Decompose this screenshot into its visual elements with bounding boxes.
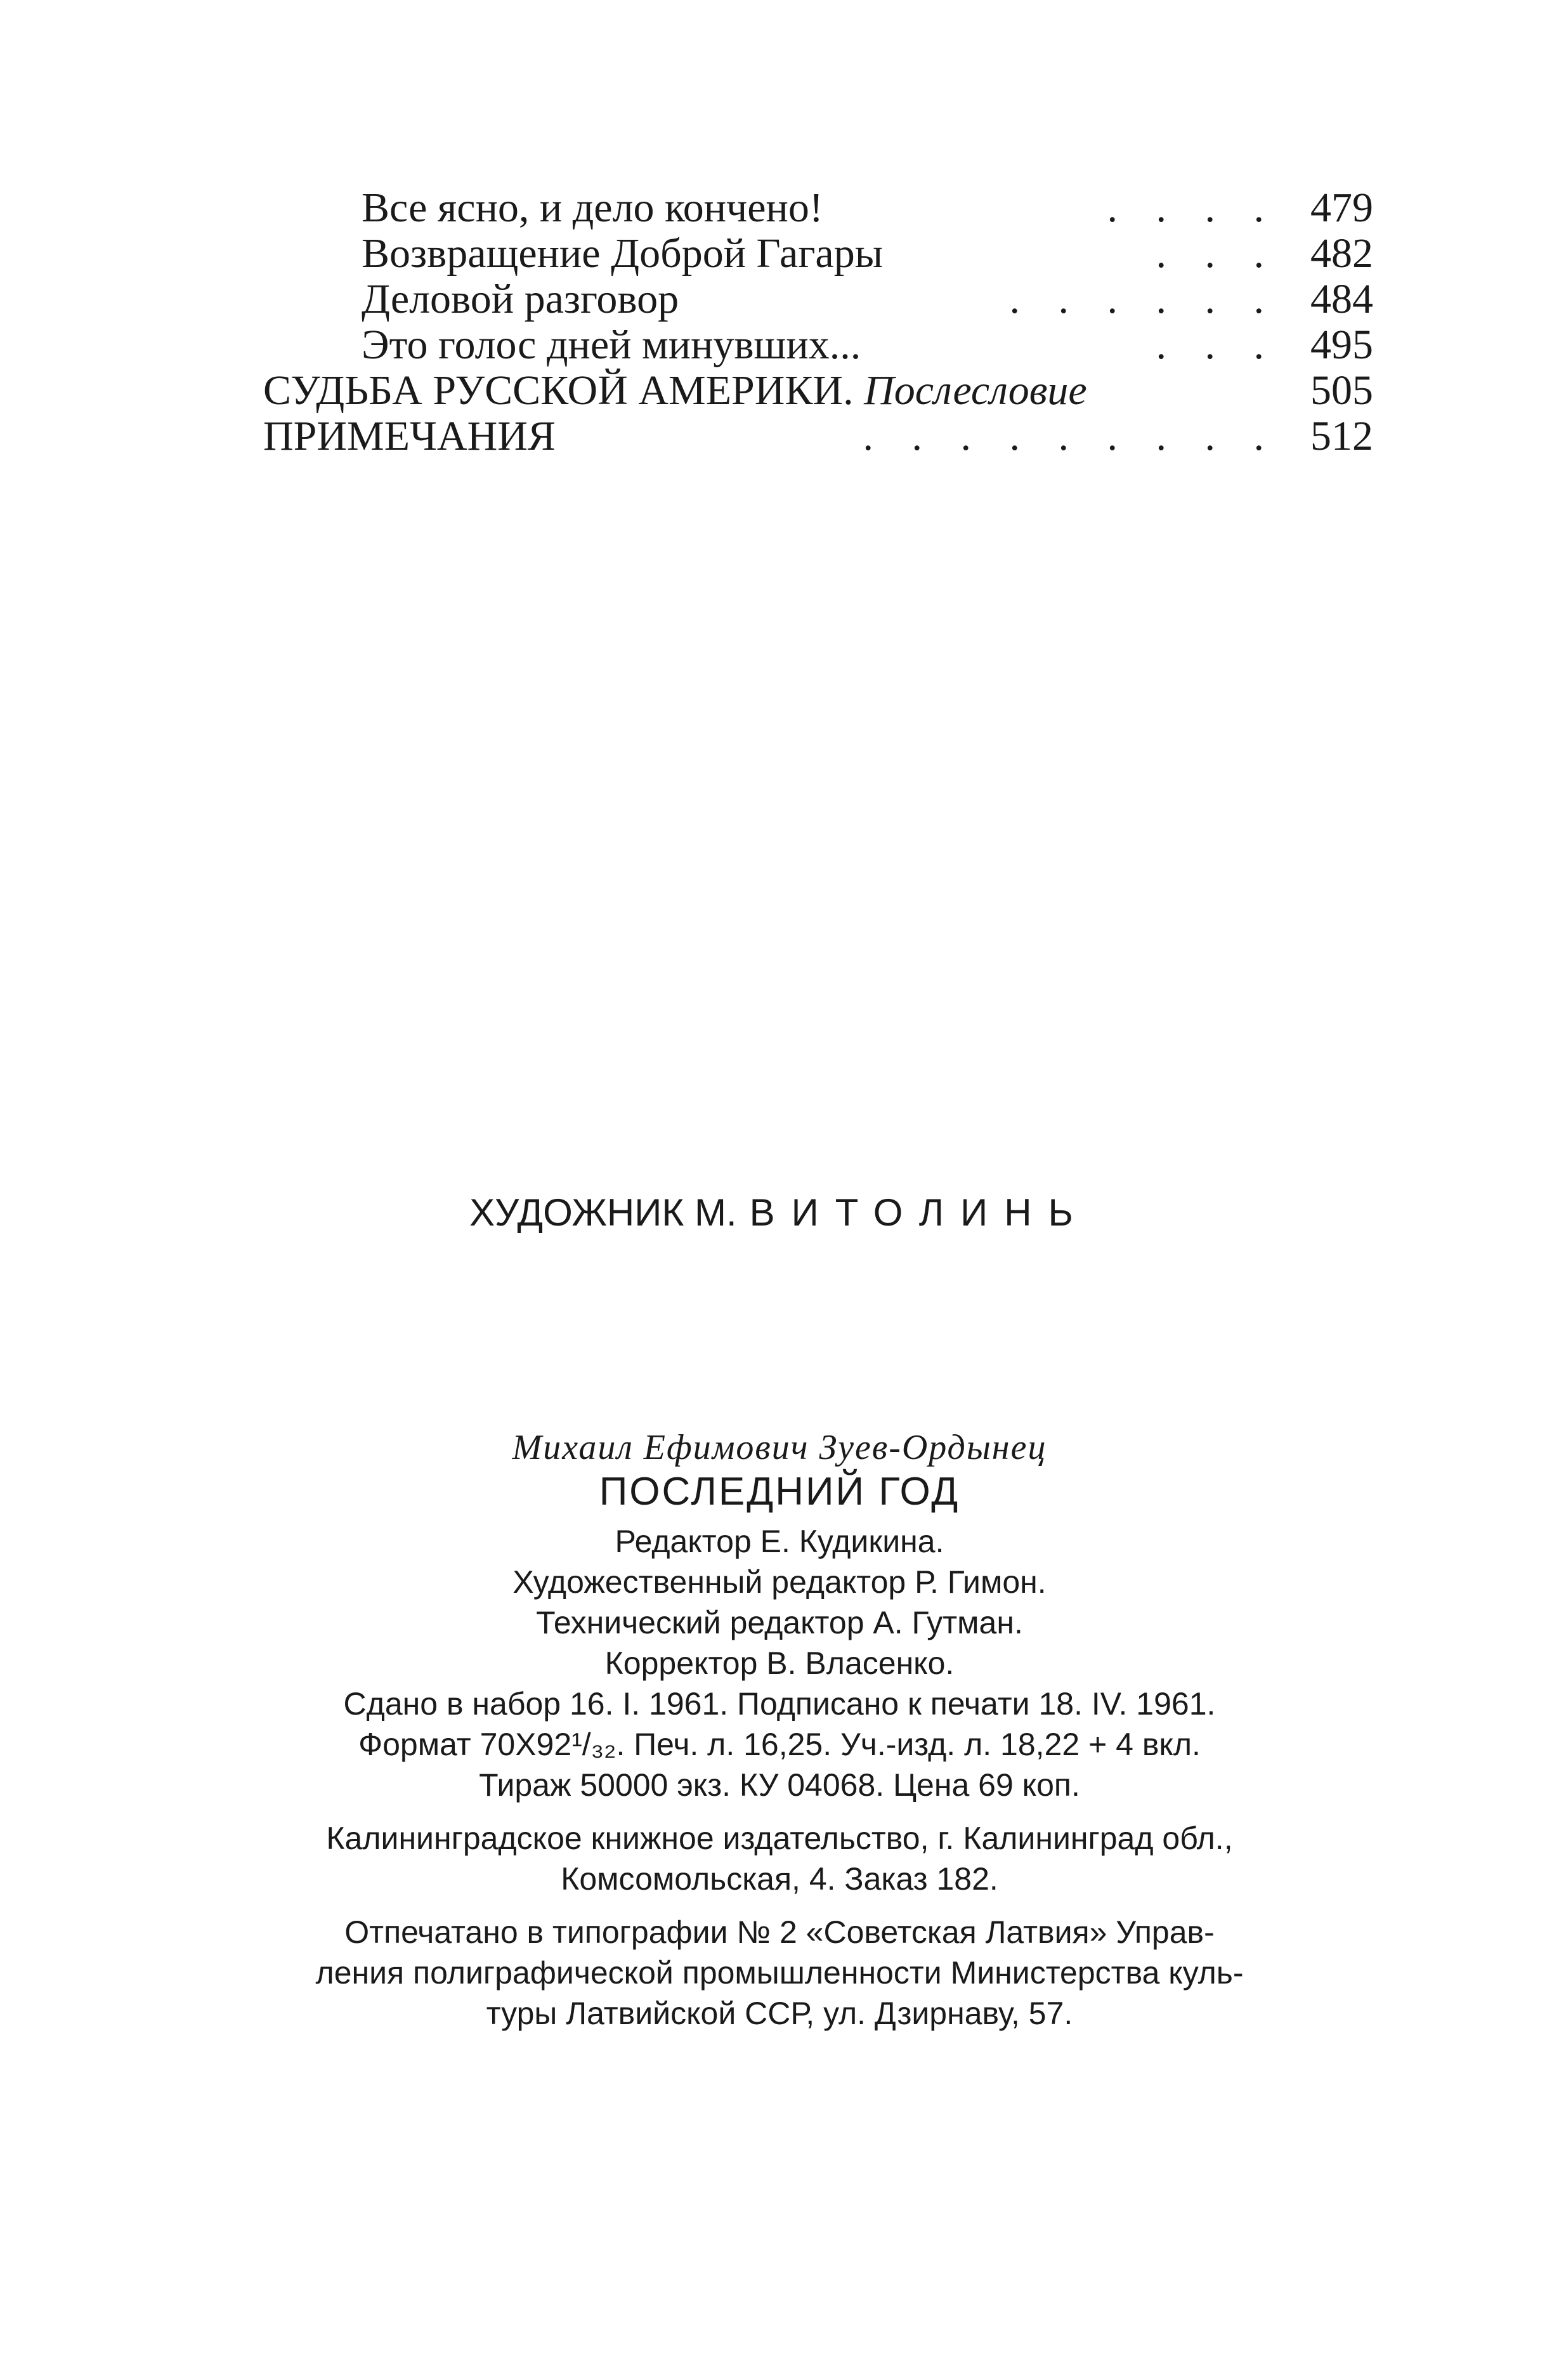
toc-entry-leader: . . . . . . (1009, 276, 1278, 322)
toc-entry-page: 484 (1310, 276, 1373, 322)
spacer (0, 1899, 1559, 1912)
toc-entry-title: Возвращение Доброй Гагары (362, 230, 884, 277)
imprint-print-run: Тираж 50000 экз. КУ 04068. Цена 69 коп. (479, 1767, 1080, 1803)
spacer (0, 1805, 1559, 1818)
imprint-author: Михаил Ефимович Зуев-Ордынец (512, 1428, 1047, 1467)
toc-entry-page: 512 (1310, 413, 1373, 459)
toc-entry-title: Деловой разговор (362, 276, 679, 322)
table-of-contents (263, 185, 1373, 459)
toc-entry-title: Это голос дней минувших... (362, 322, 861, 368)
toc-entry-page: 505 (1310, 367, 1373, 414)
toc-entry-leader: . . . . (1107, 185, 1278, 231)
imprint-publisher-line-1: Калининградское книжное издательство, г. Калининград обл., (326, 1821, 1233, 1856)
toc-entry-page: 495 (1310, 322, 1373, 368)
toc-entry (263, 322, 1373, 368)
toc-entry-subtitle: Послесловие (864, 367, 1087, 414)
toc-entry-title (263, 368, 1087, 414)
toc-entry (263, 277, 1373, 322)
imprint-block (0, 1427, 1559, 2034)
toc-entry-leader: . . . (1156, 230, 1278, 277)
imprint-tech-editor: Технический редактор А. Гутман. (536, 1605, 1023, 1640)
imprint-printer-line-1: Отпечатано в типографии № 2 «Советская Латвия» Управ- (344, 1914, 1215, 1950)
artist-name: ВИТОЛИНЬ (749, 1191, 1090, 1234)
toc-entry (263, 231, 1373, 277)
toc-entry-title: ПРИМЕЧАНИЯ (263, 413, 556, 459)
toc-entry-leader: . . . . . . . . . (863, 413, 1278, 459)
toc-entry (263, 185, 1373, 231)
artist-credit (0, 1187, 1559, 1238)
artist-label: ХУДОЖНИК М. (469, 1191, 737, 1234)
imprint-art-editor: Художественный редактор Р. Гимон. (512, 1564, 1047, 1600)
toc-entry (263, 414, 1373, 459)
toc-entry (263, 368, 1373, 414)
imprint-corrector: Корректор В. Власенко. (604, 1645, 955, 1681)
toc-entry-page: 482 (1310, 230, 1373, 277)
imprint-title: ПОСЛЕДНИЙ ГОД (599, 1470, 960, 1514)
imprint-dates: Сдано в набор 16. I. 1961. Подписано к печати 18. IV. 1961. (343, 1686, 1216, 1722)
toc-entry-leader: . . . (1156, 322, 1278, 368)
toc-entry-main-title: СУДЬБА РУССКОЙ АМЕРИКИ. (263, 367, 854, 414)
imprint-printer-line-2: ления полиграфической промышленности Министерства куль- (315, 1955, 1244, 1991)
imprint-publisher-line-2: Комсомольская, 4. Заказ 182. (561, 1861, 998, 1897)
imprint-printer-line-3: туры Латвийской ССР, ул. Дзирнаву, 57. (486, 1996, 1073, 2031)
toc-entry-page: 479 (1310, 185, 1373, 231)
imprint-format: Формат 70X92¹/₃₂. Печ. л. 16,25. Уч.-изд. л. 18,22 + 4 вкл. (358, 1727, 1201, 1762)
imprint-editor: Редактор Е. Кудикина. (615, 1524, 944, 1559)
toc-entry-title: Все ясно, и дело кончено! (362, 185, 823, 231)
